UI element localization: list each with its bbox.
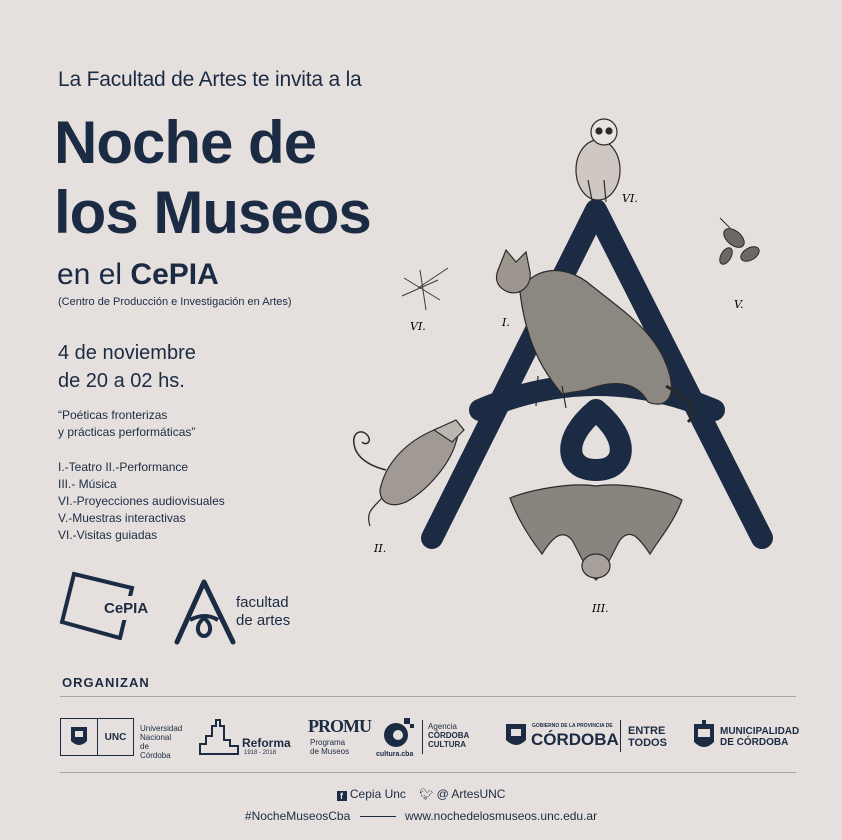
- agencia-text-3: CULTURA: [428, 740, 467, 749]
- owl-label: VI.: [622, 192, 638, 205]
- footer-dash: [360, 816, 396, 817]
- agencia-text-1: Agencia: [428, 722, 457, 731]
- gobierno-crest-icon: [504, 722, 528, 750]
- theme-line-2: y prácticas performáticas”: [58, 425, 196, 439]
- moth-illustration: [717, 218, 761, 266]
- activity-item: I.-Teatro II.-Performance: [58, 460, 189, 474]
- facultad-logo: [172, 578, 312, 648]
- unc-text-2: Nacional: [140, 733, 172, 742]
- promu-wordmark: PROMU: [308, 716, 371, 736]
- reforma-logo: [198, 716, 298, 760]
- organizan-heading: ORGANIZAN: [62, 675, 150, 690]
- reforma-text: Reforma: [242, 736, 291, 750]
- cultura-cba-logo: [376, 716, 486, 764]
- municipalidad-crest-icon: [692, 720, 716, 752]
- bat-label: III.: [592, 602, 609, 615]
- hashtag[interactable]: #NocheMuseosCba: [244, 809, 351, 823]
- facebook-handle[interactable]: Cepia Unc: [349, 787, 406, 801]
- venue-line: [57, 258, 219, 292]
- website-link[interactable]: www.nochedelosmuseos.unc.edu.ar: [404, 809, 598, 823]
- gobierno-small-text: GOBIERNO DE LA PROVINCIA DE: [532, 723, 613, 729]
- unc-badge: UNC: [98, 718, 134, 756]
- title-line-2: los Museos: [54, 179, 371, 246]
- unc-logo: [60, 718, 183, 760]
- cepia-logo-text: CePIA: [104, 600, 149, 617]
- reforma-years: 1918 - 2018: [244, 750, 277, 756]
- cultura-divider: [422, 720, 423, 754]
- illustration: [330, 110, 810, 630]
- facultad-text-1: facultad: [236, 594, 289, 611]
- activity-item: VI.-Proyecciones audiovisuales: [58, 494, 225, 508]
- unc-text-3: de Córdoba: [140, 742, 171, 760]
- reforma-building-icon: [198, 716, 240, 756]
- entre-todos-1: ENTRE: [628, 725, 666, 737]
- venue-prefix: en el: [57, 258, 123, 291]
- promu-text-1: Programa: [310, 738, 346, 747]
- facultad-logo-mark: [172, 578, 242, 646]
- promu-logo: [308, 716, 371, 760]
- footer-row: [0, 809, 842, 823]
- activity-list: [58, 459, 225, 544]
- divider-top: [60, 696, 796, 697]
- divider-bottom: [60, 772, 796, 773]
- twitter-handle[interactable]: @ ArtesUNC: [436, 787, 506, 801]
- date-line-2: de 20 a 02 hs.: [58, 370, 185, 392]
- cat-label: I.: [502, 316, 510, 329]
- insect-illustration: [402, 268, 448, 310]
- gobierno-divider: [620, 720, 621, 752]
- promu-text-2: de Museos: [310, 747, 350, 756]
- unc-crest-icon: [60, 718, 98, 756]
- gobierno-cordoba-text: CÓRDOBA: [531, 730, 619, 749]
- venue-name: CePIA: [130, 258, 219, 291]
- activity-item: VI.-Visitas guiadas: [58, 528, 158, 542]
- twitter-icon[interactable]: 🐦︎: [419, 789, 434, 801]
- cepia-logo: [58, 570, 158, 640]
- municipalidad-logo: [692, 718, 812, 758]
- municipalidad-text-1: MUNICIPALIDAD: [720, 726, 800, 737]
- moth-label: V.: [734, 298, 744, 311]
- insect-label: VI.: [410, 320, 426, 333]
- owl-illustration: [576, 119, 620, 202]
- gobierno-cordoba-logo: [504, 720, 684, 756]
- municipalidad-text-2: DE CÓRDOBA: [720, 737, 789, 748]
- venue-full-name: (Centro de Producción e Investigación en Artes): [58, 296, 292, 308]
- agencia-text-2: CÓRDOBA: [428, 731, 470, 740]
- activity-item: V.-Muestras interactivas: [58, 511, 186, 525]
- invite-line: La Facultad de Artes te invita a la: [58, 68, 362, 91]
- opossum-label: II.: [374, 542, 387, 555]
- date-line-1: 4 de noviembre: [58, 342, 196, 364]
- title-line-1: Noche de: [54, 109, 317, 176]
- entre-todos-2: TODOS: [628, 737, 667, 749]
- facultad-text-2: de artes: [236, 612, 291, 629]
- bat-illustration: [510, 485, 682, 580]
- cultura-cba-text: cultura.cba: [376, 751, 414, 758]
- facebook-icon[interactable]: f: [337, 791, 347, 801]
- unc-text-1: Universidad: [140, 724, 183, 733]
- cultura-c-icon: [380, 716, 416, 750]
- social-row: [0, 787, 842, 801]
- theme-line-1: “Poéticas fronterizas: [58, 408, 168, 422]
- activity-item: III.- Música: [58, 477, 117, 491]
